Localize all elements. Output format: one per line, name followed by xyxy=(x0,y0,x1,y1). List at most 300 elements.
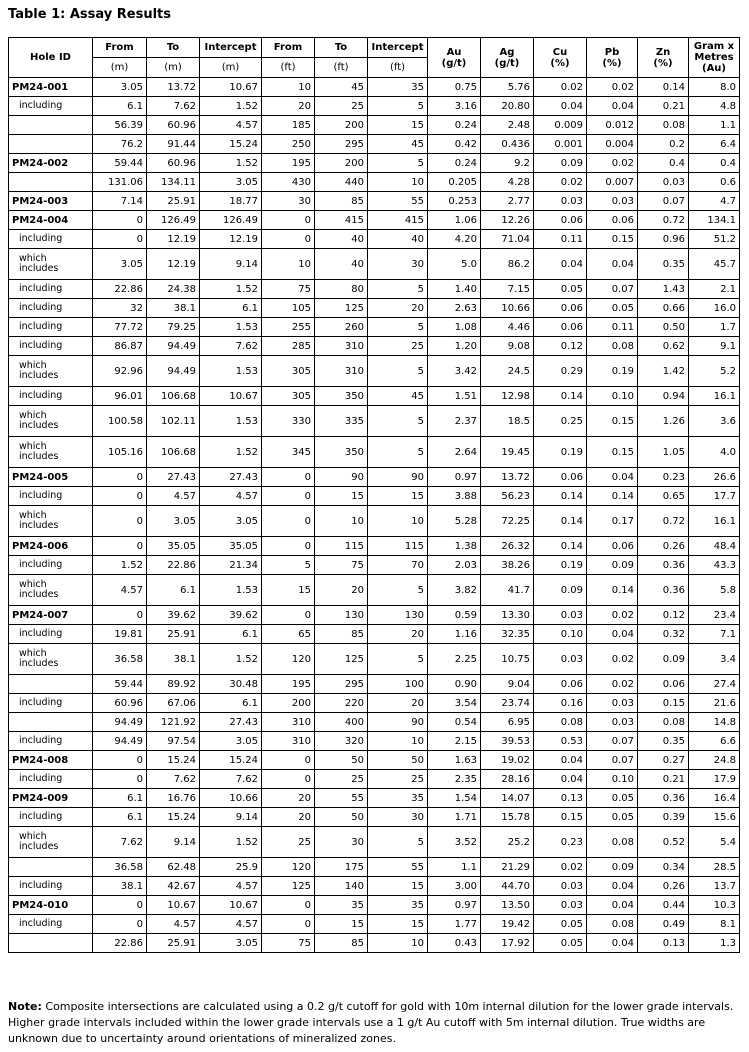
value-cell: 0 xyxy=(262,230,315,249)
value-cell: 72.25 xyxy=(481,506,534,537)
value-cell: 0.4 xyxy=(638,154,689,173)
value-cell: 130 xyxy=(315,606,368,625)
interval-label-cell: including xyxy=(9,732,93,751)
table-header xyxy=(9,38,740,78)
value-cell: 0.03 xyxy=(534,896,587,915)
value-cell: 90 xyxy=(315,468,368,487)
value-cell: 22.86 xyxy=(93,280,147,299)
value-cell: 20 xyxy=(368,625,428,644)
value-cell: 0.04 xyxy=(587,934,638,953)
value-cell: 0.36 xyxy=(638,575,689,606)
value-cell: 415 xyxy=(315,211,368,230)
value-cell: 4.57 xyxy=(200,116,262,135)
value-cell: 0.07 xyxy=(638,192,689,211)
value-cell: 12.19 xyxy=(147,249,200,280)
value-cell: 25.9 xyxy=(200,858,262,877)
value-cell: 44.70 xyxy=(481,877,534,896)
value-cell: 0.42 xyxy=(428,135,481,154)
value-cell: 7.62 xyxy=(200,770,262,789)
value-cell: 305 xyxy=(262,356,315,387)
value-cell: 35 xyxy=(368,78,428,97)
value-cell: 91.44 xyxy=(147,135,200,154)
header-label: Gram x Metres xyxy=(693,41,735,63)
value-cell: 45 xyxy=(368,135,428,154)
interval-label-cell xyxy=(9,116,93,135)
value-cell: 6.4 xyxy=(689,135,740,154)
value-cell: 0.97 xyxy=(428,468,481,487)
value-cell: 15.24 xyxy=(147,751,200,770)
value-cell: 0 xyxy=(93,915,147,934)
value-cell: 1.16 xyxy=(428,625,481,644)
value-cell: 2.03 xyxy=(428,556,481,575)
value-cell: 0.04 xyxy=(534,751,587,770)
value-cell: 0.012 xyxy=(587,116,638,135)
value-cell: 0.15 xyxy=(587,406,638,437)
value-cell: 5 xyxy=(368,644,428,675)
header-col-1-unit: (m) xyxy=(93,58,147,78)
note-label: Note: xyxy=(8,1000,42,1013)
value-cell: 5.2 xyxy=(689,356,740,387)
value-cell: 140 xyxy=(315,877,368,896)
value-cell: 38.1 xyxy=(147,299,200,318)
value-cell: 125 xyxy=(315,644,368,675)
value-cell: 0.04 xyxy=(587,877,638,896)
value-cell: 40 xyxy=(315,249,368,280)
value-cell: 24.5 xyxy=(481,356,534,387)
table-row xyxy=(9,192,740,211)
value-cell: 1.20 xyxy=(428,337,481,356)
value-cell: 55 xyxy=(315,789,368,808)
value-cell: 0.59 xyxy=(428,606,481,625)
value-cell: 26.32 xyxy=(481,537,534,556)
value-cell: 0.94 xyxy=(638,387,689,406)
header-unit: (%) xyxy=(653,57,673,69)
value-cell: 0.13 xyxy=(638,934,689,953)
value-cell: 26.6 xyxy=(689,468,740,487)
value-cell: 9.14 xyxy=(200,249,262,280)
hole-id-cell: PM24-010 xyxy=(9,896,93,915)
value-cell: 25 xyxy=(315,770,368,789)
value-cell: 0.23 xyxy=(534,827,587,858)
value-cell: 4.57 xyxy=(147,915,200,934)
value-cell: 15.24 xyxy=(147,808,200,827)
value-cell: 0 xyxy=(262,751,315,770)
value-cell: 3.88 xyxy=(428,487,481,506)
value-cell: 21.6 xyxy=(689,694,740,713)
value-cell: 400 xyxy=(315,713,368,732)
value-cell: 0.03 xyxy=(638,173,689,192)
value-cell: 25.91 xyxy=(147,934,200,953)
value-cell: 6.1 xyxy=(200,299,262,318)
value-cell: 1.43 xyxy=(638,280,689,299)
value-cell: 2.15 xyxy=(428,732,481,751)
interval-label-cell: including xyxy=(9,915,93,934)
value-cell: 0.08 xyxy=(587,827,638,858)
table-row xyxy=(9,694,740,713)
value-cell: 0.75 xyxy=(428,78,481,97)
value-cell: 27.4 xyxy=(689,675,740,694)
value-cell: 30 xyxy=(368,808,428,827)
table-row xyxy=(9,211,740,230)
value-cell: 0.205 xyxy=(428,173,481,192)
value-cell: 200 xyxy=(315,154,368,173)
interval-label-cell: which includes xyxy=(9,406,93,437)
value-cell: 16.4 xyxy=(689,789,740,808)
value-cell: 1.54 xyxy=(428,789,481,808)
value-cell: 12.19 xyxy=(147,230,200,249)
value-cell: 0.66 xyxy=(638,299,689,318)
value-cell: 6.1 xyxy=(200,625,262,644)
value-cell: 102.11 xyxy=(147,406,200,437)
header-col-3-label: Intercept xyxy=(200,38,262,58)
value-cell: 94.49 xyxy=(147,356,200,387)
value-cell: 335 xyxy=(315,406,368,437)
table-row xyxy=(9,406,740,437)
value-cell: 94.49 xyxy=(93,713,147,732)
value-cell: 38.26 xyxy=(481,556,534,575)
table-row xyxy=(9,896,740,915)
header-label: Ag xyxy=(499,46,515,58)
value-cell: 0.14 xyxy=(638,78,689,97)
value-cell: 35.05 xyxy=(200,537,262,556)
header-unit: (%) xyxy=(602,57,622,69)
hole-id-cell: PM24-001 xyxy=(9,78,93,97)
value-cell: 126.49 xyxy=(200,211,262,230)
value-cell: 2.63 xyxy=(428,299,481,318)
value-cell: 19.81 xyxy=(93,625,147,644)
value-cell: 13.30 xyxy=(481,606,534,625)
value-cell: 320 xyxy=(315,732,368,751)
value-cell: 0.04 xyxy=(534,97,587,116)
value-cell: 0.24 xyxy=(428,116,481,135)
value-cell: 13.72 xyxy=(147,78,200,97)
value-cell: 2.48 xyxy=(481,116,534,135)
value-cell: 36.58 xyxy=(93,644,147,675)
value-cell: 1.38 xyxy=(428,537,481,556)
value-cell: 5 xyxy=(368,318,428,337)
value-cell: 1.52 xyxy=(200,827,262,858)
header-col-11 xyxy=(638,38,689,78)
header-label: Zn xyxy=(655,46,671,58)
value-cell: 0 xyxy=(93,211,147,230)
value-cell: 20 xyxy=(262,97,315,116)
value-cell: 70 xyxy=(368,556,428,575)
value-cell: 36.58 xyxy=(93,858,147,877)
value-cell: 0.02 xyxy=(534,173,587,192)
value-cell: 0.11 xyxy=(587,318,638,337)
value-cell: 56.23 xyxy=(481,487,534,506)
value-cell: 0.11 xyxy=(534,230,587,249)
table-row xyxy=(9,606,740,625)
value-cell: 0.44 xyxy=(638,896,689,915)
table-row xyxy=(9,827,740,858)
value-cell: 0.03 xyxy=(587,713,638,732)
value-cell: 1.05 xyxy=(638,437,689,468)
hole-id-cell: PM24-003 xyxy=(9,192,93,211)
value-cell: 0.14 xyxy=(534,487,587,506)
value-cell: 20 xyxy=(262,789,315,808)
interval-label-cell: including xyxy=(9,877,93,896)
value-cell: 345 xyxy=(262,437,315,468)
value-cell: 115 xyxy=(315,537,368,556)
value-cell: 56.39 xyxy=(93,116,147,135)
value-cell: 0.03 xyxy=(587,192,638,211)
value-cell: 10 xyxy=(315,506,368,537)
value-cell: 23.74 xyxy=(481,694,534,713)
value-cell: 12.19 xyxy=(200,230,262,249)
value-cell: 0.04 xyxy=(534,249,587,280)
value-cell: 25 xyxy=(262,827,315,858)
value-cell: 0.03 xyxy=(534,644,587,675)
value-cell: 0.12 xyxy=(638,606,689,625)
value-cell: 285 xyxy=(262,337,315,356)
value-cell: 10 xyxy=(368,506,428,537)
value-cell: 440 xyxy=(315,173,368,192)
header-gram-metres xyxy=(689,38,740,78)
header-label: Cu xyxy=(552,46,568,58)
value-cell: 85 xyxy=(315,934,368,953)
value-cell: 134.1 xyxy=(689,211,740,230)
value-cell: 1.53 xyxy=(200,356,262,387)
value-cell: 55 xyxy=(368,858,428,877)
value-cell: 39.62 xyxy=(200,606,262,625)
value-cell: 106.68 xyxy=(147,387,200,406)
value-cell: 105.16 xyxy=(93,437,147,468)
value-cell: 3.42 xyxy=(428,356,481,387)
table-row xyxy=(9,437,740,468)
value-cell: 200 xyxy=(315,116,368,135)
value-cell: 350 xyxy=(315,387,368,406)
value-cell: 0.23 xyxy=(638,468,689,487)
value-cell: 4.28 xyxy=(481,173,534,192)
value-cell: 0.36 xyxy=(638,789,689,808)
value-cell: 50 xyxy=(315,751,368,770)
value-cell: 20 xyxy=(368,299,428,318)
header-row-top xyxy=(9,38,740,58)
value-cell: 5 xyxy=(368,280,428,299)
value-cell: 310 xyxy=(315,337,368,356)
value-cell: 0.07 xyxy=(587,732,638,751)
value-cell: 20 xyxy=(262,808,315,827)
value-cell: 0.65 xyxy=(638,487,689,506)
value-cell: 39.62 xyxy=(147,606,200,625)
value-cell: 430 xyxy=(262,173,315,192)
value-cell: 65 xyxy=(262,625,315,644)
value-cell: 0.53 xyxy=(534,732,587,751)
table-row xyxy=(9,468,740,487)
value-cell: 0.03 xyxy=(534,192,587,211)
value-cell: 86.2 xyxy=(481,249,534,280)
value-cell: 0.96 xyxy=(638,230,689,249)
value-cell: 2.77 xyxy=(481,192,534,211)
hole-id-cell: PM24-002 xyxy=(9,154,93,173)
hole-id-cell: PM24-006 xyxy=(9,537,93,556)
value-cell: 4.8 xyxy=(689,97,740,116)
value-cell: 5 xyxy=(368,437,428,468)
value-cell: 1.7 xyxy=(689,318,740,337)
value-cell: 0.27 xyxy=(638,751,689,770)
value-cell: 0.03 xyxy=(587,694,638,713)
value-cell: 0.03 xyxy=(534,877,587,896)
value-cell: 0.14 xyxy=(587,575,638,606)
value-cell: 35.05 xyxy=(147,537,200,556)
assay-results-table xyxy=(8,37,740,953)
header-unit: (g/t) xyxy=(441,57,467,69)
value-cell: 0.06 xyxy=(638,675,689,694)
value-cell: 1.53 xyxy=(200,575,262,606)
value-cell: 131.06 xyxy=(93,173,147,192)
value-cell: 5.0 xyxy=(428,249,481,280)
hole-id-cell: PM24-008 xyxy=(9,751,93,770)
value-cell: 1.26 xyxy=(638,406,689,437)
value-cell: 0.32 xyxy=(638,625,689,644)
value-cell: 0.10 xyxy=(587,770,638,789)
value-cell: 0.34 xyxy=(638,858,689,877)
value-cell: 0.50 xyxy=(638,318,689,337)
interval-label-cell: including xyxy=(9,299,93,318)
value-cell: 115 xyxy=(368,537,428,556)
value-cell: 15 xyxy=(315,487,368,506)
value-cell: 3.4 xyxy=(689,644,740,675)
header-col-10 xyxy=(587,38,638,78)
value-cell: 5.8 xyxy=(689,575,740,606)
value-cell: 13.50 xyxy=(481,896,534,915)
value-cell: 22.86 xyxy=(93,934,147,953)
value-cell: 0.72 xyxy=(638,506,689,537)
value-cell: 0.06 xyxy=(534,318,587,337)
header-hole-id: Hole ID xyxy=(9,38,93,78)
table-row xyxy=(9,280,740,299)
value-cell: 1.71 xyxy=(428,808,481,827)
value-cell: 0.26 xyxy=(638,877,689,896)
value-cell: 1.40 xyxy=(428,280,481,299)
value-cell: 0.04 xyxy=(587,896,638,915)
value-cell: 38.1 xyxy=(93,877,147,896)
value-cell: 4.0 xyxy=(689,437,740,468)
value-cell: 0 xyxy=(93,770,147,789)
value-cell: 15.6 xyxy=(689,808,740,827)
table-row xyxy=(9,116,740,135)
value-cell: 1.53 xyxy=(200,318,262,337)
value-cell: 220 xyxy=(315,694,368,713)
value-cell: 6.95 xyxy=(481,713,534,732)
table-row xyxy=(9,675,740,694)
value-cell: 0.90 xyxy=(428,675,481,694)
value-cell: 60.96 xyxy=(147,154,200,173)
value-cell: 0.09 xyxy=(587,858,638,877)
value-cell: 18.5 xyxy=(481,406,534,437)
value-cell: 50 xyxy=(315,808,368,827)
header-unit: (g/t) xyxy=(494,57,520,69)
value-cell: 25 xyxy=(315,97,368,116)
value-cell: 0.24 xyxy=(428,154,481,173)
value-cell: 0.19 xyxy=(534,437,587,468)
value-cell: 350 xyxy=(315,437,368,468)
table-row xyxy=(9,556,740,575)
table-row xyxy=(9,808,740,827)
value-cell: 305 xyxy=(262,387,315,406)
value-cell: 24.8 xyxy=(689,751,740,770)
value-cell: 0.06 xyxy=(534,299,587,318)
value-cell: 15 xyxy=(368,915,428,934)
value-cell: 0.15 xyxy=(638,694,689,713)
value-cell: 1.52 xyxy=(200,154,262,173)
header-unit: (%) xyxy=(550,57,570,69)
interval-label-cell xyxy=(9,713,93,732)
interval-label-cell: which includes xyxy=(9,437,93,468)
value-cell: 32.35 xyxy=(481,625,534,644)
value-cell: 89.92 xyxy=(147,675,200,694)
value-cell: 15 xyxy=(262,575,315,606)
value-cell: 0.72 xyxy=(638,211,689,230)
value-cell: 97.54 xyxy=(147,732,200,751)
value-cell: 67.06 xyxy=(147,694,200,713)
value-cell: 7.62 xyxy=(200,337,262,356)
hole-id-cell: PM24-004 xyxy=(9,211,93,230)
value-cell: 25 xyxy=(368,770,428,789)
value-cell: 0.16 xyxy=(534,694,587,713)
value-cell: 1.52 xyxy=(200,437,262,468)
value-cell: 0.08 xyxy=(534,713,587,732)
value-cell: 185 xyxy=(262,116,315,135)
value-cell: 27.43 xyxy=(147,468,200,487)
header-label: Pb xyxy=(604,46,620,58)
value-cell: 0.35 xyxy=(638,249,689,280)
value-cell: 130 xyxy=(368,606,428,625)
value-cell: 1.52 xyxy=(200,280,262,299)
value-cell: 30 xyxy=(262,192,315,211)
table-row xyxy=(9,356,740,387)
value-cell: 0 xyxy=(93,896,147,915)
value-cell: 0.436 xyxy=(481,135,534,154)
value-cell: 0.09 xyxy=(534,154,587,173)
value-cell: 0 xyxy=(93,468,147,487)
value-cell: 310 xyxy=(262,732,315,751)
interval-label-cell: including xyxy=(9,318,93,337)
value-cell: 80 xyxy=(315,280,368,299)
table-row xyxy=(9,575,740,606)
value-cell: 310 xyxy=(315,356,368,387)
value-cell: 0.15 xyxy=(587,230,638,249)
value-cell: 0.04 xyxy=(534,770,587,789)
value-cell: 48.4 xyxy=(689,537,740,556)
value-cell: 20 xyxy=(315,575,368,606)
value-cell: 106.68 xyxy=(147,437,200,468)
value-cell: 43.3 xyxy=(689,556,740,575)
value-cell: 85 xyxy=(315,192,368,211)
interval-label-cell: which includes xyxy=(9,506,93,537)
interval-label-cell: including xyxy=(9,487,93,506)
value-cell: 1.1 xyxy=(428,858,481,877)
value-cell: 0 xyxy=(93,506,147,537)
value-cell: 23.4 xyxy=(689,606,740,625)
value-cell: 0.07 xyxy=(587,751,638,770)
value-cell: 39.53 xyxy=(481,732,534,751)
value-cell: 0.06 xyxy=(587,537,638,556)
value-cell: 14.8 xyxy=(689,713,740,732)
header-label: Au xyxy=(446,46,462,58)
value-cell: 6.1 xyxy=(93,789,147,808)
interval-label-cell xyxy=(9,173,93,192)
value-cell: 0.2 xyxy=(638,135,689,154)
value-cell: 25 xyxy=(368,337,428,356)
value-cell: 19.42 xyxy=(481,915,534,934)
value-cell: 5.28 xyxy=(428,506,481,537)
value-cell: 1.53 xyxy=(200,406,262,437)
value-cell: 255 xyxy=(262,318,315,337)
value-cell: 0.05 xyxy=(587,808,638,827)
value-cell: 1.51 xyxy=(428,387,481,406)
